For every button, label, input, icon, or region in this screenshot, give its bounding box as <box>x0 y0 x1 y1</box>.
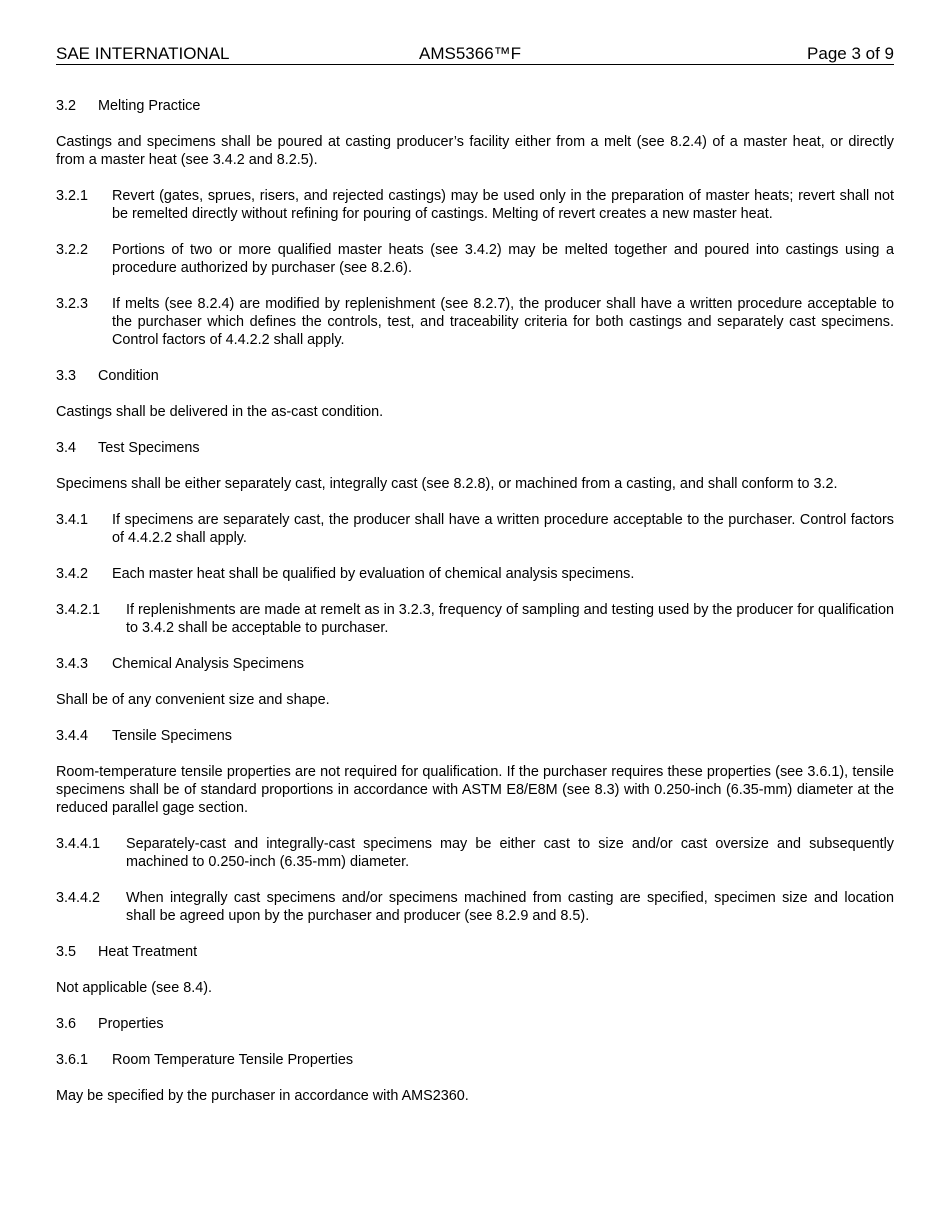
section-title: Condition <box>98 368 159 384</box>
section-title: Chemical Analysis Specimens <box>112 656 304 672</box>
clause-number: 3.4.2 <box>56 566 89 582</box>
section-number: 3.4.3 <box>56 656 89 672</box>
clause-3-4-2 <box>56 565 894 583</box>
section-heading-3-5 <box>56 943 894 961</box>
clause-number: 3.2.3 <box>56 296 89 312</box>
section-paragraph: Not applicable (see 8.4). <box>56 980 212 996</box>
clause-text: If specimens are separately cast, the producer shall have a written procedure acceptable to the purchaser. Control factors of 4.4.2.2 shall apply. <box>112 512 894 546</box>
clause-text: Revert (gates, sprues, risers, and rejected castings) may be used only in the preparation of master heats; revert shall not be remelted directly without refining for pouring of castings. Melting of revert creates a new master heat. <box>112 188 894 222</box>
clause-number: 3.2.1 <box>56 188 89 204</box>
section-number: 3.4 <box>56 440 77 456</box>
header-page-number: Page 3 of 9 <box>807 44 894 63</box>
section-title: Test Specimens <box>98 440 200 456</box>
header-doc-id: AMS5366™F <box>419 44 522 63</box>
section-number: 3.2 <box>56 98 77 114</box>
section-title: Melting Practice <box>98 98 201 114</box>
section-paragraph: May be specified by the purchaser in accordance with AMS2360. <box>56 1088 469 1104</box>
section-heading-3-2 <box>56 97 894 115</box>
clause-text: Each master heat shall be qualified by evaluation of chemical analysis specimens. <box>112 566 635 582</box>
clause-3-2-3 <box>56 295 894 349</box>
clause-3-4-4-1 <box>56 835 894 871</box>
section-heading-3-6 <box>56 1015 894 1033</box>
clause-3-4-4-2 <box>56 889 894 925</box>
clause-text: When integrally cast specimens and/or specimens machined from casting are specified, specimen size and location shall be agreed upon by the purchaser and producer (see 8.2.9 and 8.5). <box>126 890 894 924</box>
section-paragraph: Shall be of any convenient size and shape. <box>56 692 330 708</box>
section-number: 3.3 <box>56 368 77 384</box>
section-heading-3-4-4 <box>56 727 894 745</box>
section-heading-3-3 <box>56 367 894 385</box>
section-heading-3-4-3 <box>56 655 894 673</box>
section-heading-3-6-1 <box>56 1051 894 1069</box>
clause-number: 3.2.2 <box>56 242 89 258</box>
page-header <box>56 44 894 65</box>
section-heading-3-4 <box>56 439 894 457</box>
clause-3-2-2 <box>56 241 894 277</box>
section-title: Properties <box>98 1016 164 1032</box>
clause-text: If melts (see 8.2.4) are modified by replenishment (see 8.2.7), the producer shall have a written procedure acceptable to the purchaser which defines the controls, test, and traceability criteria for both castings and separately cast specimens. Control factors of 4.4.2.2 shall apply. <box>112 296 894 348</box>
section-title: Room Temperature Tensile Properties <box>112 1052 354 1068</box>
section-paragraph: Room-temperature tensile properties are not required for qualification. If the purchaser requires these properties (see 3.6.1), tensile specimens shall be of standard proportions in accordance with ASTM E8/E8M (see 8.3) with 0.250-inch (6.35-mm) diameter at the reduced parallel gage section. <box>56 764 894 816</box>
clause-text: Separately-cast and integrally-cast specimens may be either cast to size and/or cast oversize and subsequently machined to 0.250-inch (6.35-mm) diameter. <box>126 836 894 870</box>
clause-number: 3.4.2.1 <box>56 602 101 618</box>
clause-number: 3.4.1 <box>56 512 89 528</box>
section-number: 3.5 <box>56 944 77 960</box>
clause-3-4-2-1 <box>56 601 894 637</box>
clause-3-2-1 <box>56 187 894 223</box>
clause-text: Portions of two or more qualified master heats (see 3.4.2) may be melted together and poured into castings using a procedure authorized by purchaser (see 8.2.6). <box>112 242 894 276</box>
section-title: Heat Treatment <box>98 944 198 960</box>
document-body <box>56 97 894 1123</box>
clause-number: 3.4.4.2 <box>56 890 101 906</box>
section-paragraph: Castings and specimens shall be poured at casting producer’s facility either from a melt (see 8.2.4) of a master heat, or directly from a master heat (see 3.4.2 and 8.2.5). <box>56 134 894 168</box>
section-paragraph: Castings shall be delivered in the as-cast condition. <box>56 404 384 420</box>
section-number: 3.6 <box>56 1016 77 1032</box>
section-number: 3.4.4 <box>56 728 89 744</box>
clause-number: 3.4.4.1 <box>56 836 101 852</box>
section-title: Tensile Specimens <box>112 728 232 744</box>
section-number: 3.6.1 <box>56 1052 89 1068</box>
clause-text: If replenishments are made at remelt as in 3.2.3, frequency of sampling and testing used by the producer for qualification to 3.4.2 shall be acceptable to purchaser. <box>126 602 894 636</box>
section-paragraph: Specimens shall be either separately cast, integrally cast (see 8.2.8), or machined from a casting, and shall conform to 3.2. <box>56 476 838 492</box>
header-org: SAE INTERNATIONAL <box>56 44 230 63</box>
clause-3-4-1 <box>56 511 894 547</box>
